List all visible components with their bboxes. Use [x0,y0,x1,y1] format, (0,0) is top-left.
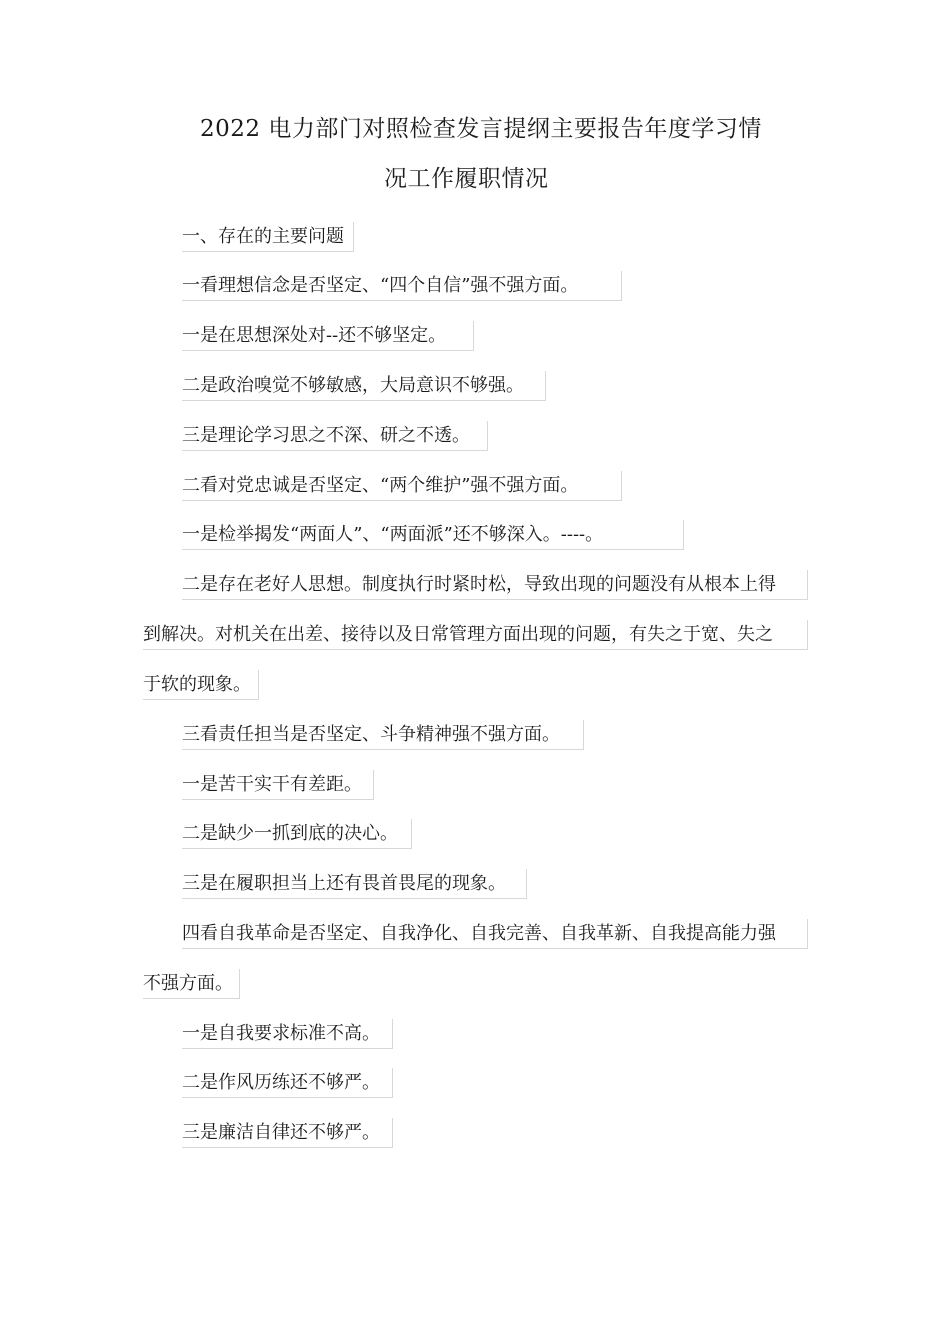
document-title-line-1: 2022 电力部门对照检查发言提纲主要报告年度学习情 [200,116,762,142]
paragraph-line: 三是廉洁自律还不够严。 [182,1118,393,1148]
paragraph-line: 一是在思想深处对--还不够坚定。 [182,321,474,351]
section-heading: 一、存在的主要问题 [182,222,354,252]
paragraph-line: 一看理想信念是否坚定、“四个自信”强不强方面。 [182,271,622,301]
paragraph-line: 二是政治嗅觉不够敏感，大局意识不够强。 [182,371,546,401]
paragraph-line: 三是在履职担当上还有畏首畏尾的现象。 [182,869,527,899]
paragraph-line: 三看责任担当是否坚定、斗争精神强不强方面。 [182,720,584,750]
paragraph-line: 于软的现象。 [143,670,259,700]
paragraph-line: 不强方面。 [143,969,240,999]
paragraph-line: 一是检举揭发“两面人”、“两面派”还不够深入。----。 [182,520,684,550]
paragraph-line: 二看对党忠诚是否坚定、“两个维护”强不强方面。 [182,471,622,501]
paragraph-line: 到解决。对机关在出差、接待以及日常管理方面出现的问题，有失之于宽、失之 [143,620,808,650]
document-title-line-2: 况工作履职情况 [384,166,549,192]
paragraph-line: 一是苦干实干有差距。 [182,770,374,800]
paragraph-line: 一是自我要求标准不高。 [182,1019,393,1049]
paragraph-line: 二是缺少一抓到底的决心。 [182,819,412,849]
paragraph-line: 二是存在老好人思想。制度执行时紧时松，导致出现的问题没有从根本上得 [182,570,808,600]
paragraph-line: 二是作风历练还不够严。 [182,1068,393,1098]
paragraph-line: 四看自我革命是否坚定、自我净化、自我完善、自我革新、自我提高能力强 [182,919,808,949]
paragraph-line: 三是理论学习思之不深、研之不透。 [182,421,488,451]
